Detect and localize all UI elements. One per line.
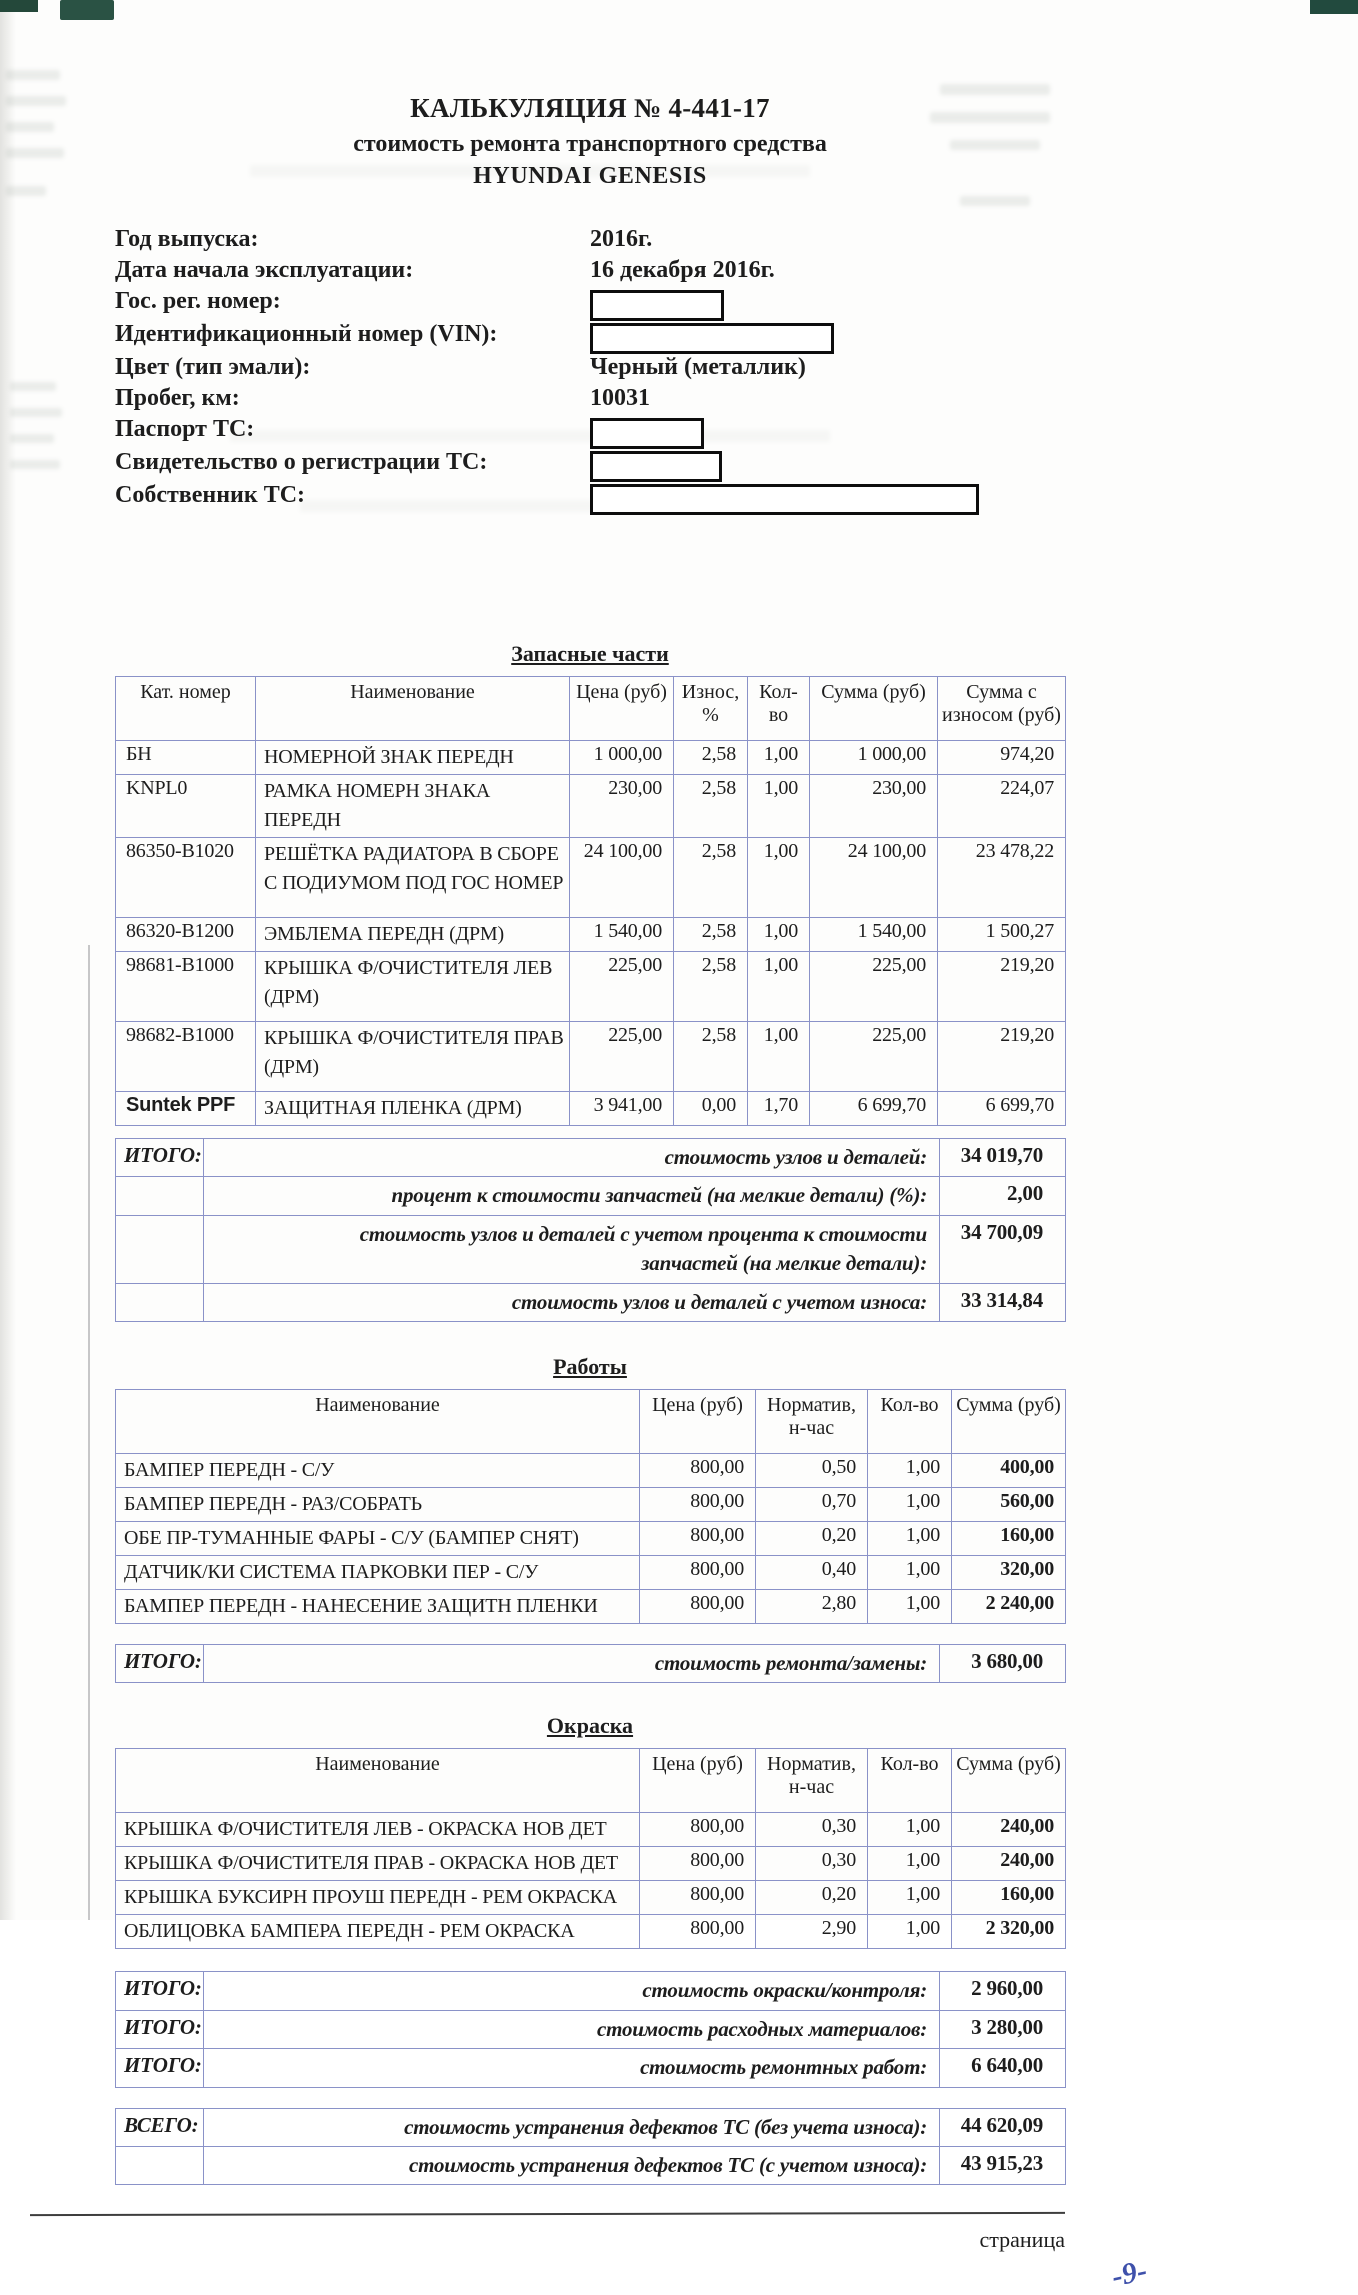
table-cell: 2,90 xyxy=(756,1915,868,1949)
table-cell: стоимость ремонта/замены: xyxy=(204,1644,940,1682)
table-cell: 1,00 xyxy=(868,1521,952,1555)
info-label: Идентификационный номер (VIN): xyxy=(115,321,498,347)
table-cell: РЕШЁТКА РАДИАТОРА В СБОРЕ С ПОДИУМОМ ПОД ГОС НОМЕР xyxy=(256,838,570,918)
table-cell: 800,00 xyxy=(640,1453,756,1487)
info-label: Цвет (тип эмали): xyxy=(115,354,311,380)
table-cell: стоимость устранения дефектов ТС (без учета износа): xyxy=(204,2108,940,2146)
grand-totals-table xyxy=(115,2108,1066,2186)
info-label: Год выпуска: xyxy=(115,226,259,252)
works-totals-table xyxy=(115,1644,1066,1683)
table-cell: 3 680,00 xyxy=(940,1644,1066,1682)
table-cell: 2,80 xyxy=(756,1589,868,1623)
table-cell: 2,58 xyxy=(674,1022,748,1092)
scan-edge-strip xyxy=(0,0,16,1920)
table-cell: БН xyxy=(116,741,256,775)
table-cell: 98681-B1000 xyxy=(116,952,256,1022)
table-cell: 1,70 xyxy=(748,1092,810,1126)
info-label: Пробег, км: xyxy=(115,385,240,411)
col-header-name: Наименование xyxy=(116,1389,640,1453)
col-header-cat-number: Кат. номер xyxy=(116,677,256,741)
table-cell: 24 100,00 xyxy=(570,838,674,918)
table-cell: 1,00 xyxy=(868,1915,952,1949)
col-header-name: Наименование xyxy=(256,677,570,741)
table-cell: ДАТЧИК/КИ СИСТЕМА ПАРКОВКИ ПЕР - С/У xyxy=(116,1555,640,1589)
table-cell: стоимость устранения дефектов ТС (с учетом износа): xyxy=(204,2146,940,2184)
table-cell: 800,00 xyxy=(640,1487,756,1521)
col-header-qty: Кол-во xyxy=(868,1389,952,1453)
footer-divider-line xyxy=(30,2212,1065,2216)
table-cell: стоимость расходных материалов: xyxy=(204,2010,940,2048)
table-cell: KNPL0 xyxy=(116,775,256,838)
table-cell: 800,00 xyxy=(640,1555,756,1589)
table-row xyxy=(116,1644,1066,1682)
table-cell: 230,00 xyxy=(570,775,674,838)
table-cell: 1,00 xyxy=(868,1555,952,1589)
table-cell: 3 941,00 xyxy=(570,1092,674,1126)
col-header-price: Цена (руб) xyxy=(570,677,674,741)
info-row xyxy=(115,226,1065,257)
table-cell: 34 019,70 xyxy=(940,1139,1066,1177)
table-cell: 6 699,70 xyxy=(938,1092,1066,1126)
table-cell: КРЫШКА Ф/ОЧИСТИТЕЛЯ ПРАВ - ОКРАСКА НОВ ДЕТ xyxy=(116,1847,640,1881)
table-cell: 0,30 xyxy=(756,1813,868,1847)
info-row xyxy=(115,288,1065,321)
painting-header-row xyxy=(116,1749,1066,1813)
table-cell: 23 478,22 xyxy=(938,838,1066,918)
col-header-norm-hours: Норматив, н-час xyxy=(756,1389,868,1453)
table-cell: КРЫШКА Ф/ОЧИСТИТЕЛЯ ЛЕВ (ДРМ) xyxy=(256,952,570,1022)
table-cell: ВСЕГО: xyxy=(116,2108,204,2146)
table-cell: 240,00 xyxy=(952,1847,1066,1881)
table-cell: КРЫШКА БУКСИРН ПРОУШ ПЕРЕДН - РЕМ ОКРАСКА xyxy=(116,1881,640,1915)
scan-bleedthrough xyxy=(6,70,60,80)
info-label: Гос. рег. номер: xyxy=(115,288,281,314)
document-title: КАЛЬКУЛЯЦИЯ № 4-441-17 xyxy=(410,93,770,123)
table-row xyxy=(116,838,1066,918)
info-label: Дата начала эксплуатации: xyxy=(115,257,414,283)
works-header-row xyxy=(116,1389,1066,1453)
scan-corner-mark xyxy=(60,0,114,20)
table-cell xyxy=(116,1215,204,1283)
table-row xyxy=(116,1881,1066,1915)
table-row xyxy=(116,775,1066,838)
table-cell: 2,58 xyxy=(674,741,748,775)
table-cell: 1,00 xyxy=(868,1453,952,1487)
scan-corner-mark xyxy=(0,0,38,12)
info-row xyxy=(115,385,1065,416)
table-cell: 1,00 xyxy=(748,775,810,838)
col-header-qty: Кол-во xyxy=(748,677,810,741)
col-header-sum: Сумма (руб) xyxy=(952,1389,1066,1453)
table-row xyxy=(116,918,1066,952)
col-header-sum-with-wear: Сумма с износом (руб) xyxy=(938,677,1066,741)
handwritten-page-number: -9- xyxy=(1108,2254,1150,2294)
painting-section-heading: Окраска xyxy=(546,1713,634,1739)
table-row xyxy=(116,1283,1066,1321)
table-cell: 2,58 xyxy=(674,918,748,952)
table-cell: 1,00 xyxy=(868,1881,952,1915)
table-cell: 160,00 xyxy=(952,1521,1066,1555)
table-cell: 1,00 xyxy=(748,918,810,952)
table-cell: 1 500,27 xyxy=(938,918,1066,952)
table-cell: 1,00 xyxy=(748,741,810,775)
table-cell: 219,20 xyxy=(938,952,1066,1022)
table-cell: 34 700,09 xyxy=(940,1215,1066,1283)
table-cell: БАМПЕР ПЕРЕДН - НАНЕСЕНИЕ ЗАЩИТН ПЛЕНКИ xyxy=(116,1589,640,1623)
scan-bleedthrough xyxy=(6,186,46,196)
table-row xyxy=(116,1453,1066,1487)
table-row xyxy=(116,952,1066,1022)
table-row xyxy=(116,2010,1066,2048)
table-row xyxy=(116,1487,1066,1521)
table-cell: НОМЕРНОЙ ЗНАК ПЕРЕДН xyxy=(256,741,570,775)
table-cell: 98682-B1000 xyxy=(116,1022,256,1092)
parts-table xyxy=(115,676,1066,1126)
table-cell: 2,58 xyxy=(674,775,748,838)
info-label: Паспорт ТС: xyxy=(115,416,255,442)
table-cell: 0,50 xyxy=(756,1453,868,1487)
table-row xyxy=(116,2146,1066,2184)
table-cell: 33 314,84 xyxy=(940,1283,1066,1321)
table-cell: 400,00 xyxy=(952,1453,1066,1487)
scan-bleedthrough xyxy=(6,122,54,132)
info-row xyxy=(115,354,1065,385)
table-cell: ИТОГО: xyxy=(116,1139,204,1177)
table-cell: 0,00 xyxy=(674,1092,748,1126)
table-cell: 2,58 xyxy=(674,952,748,1022)
table-cell: 1 540,00 xyxy=(570,918,674,952)
table-cell: ИТОГО: xyxy=(116,1972,204,2010)
table-cell: 1 540,00 xyxy=(810,918,938,952)
vehicle-name: HYUNDAI GENESIS xyxy=(473,163,707,189)
redacted-value-box xyxy=(590,323,834,354)
col-header-qty: Кол-во xyxy=(868,1749,952,1813)
table-cell: 560,00 xyxy=(952,1487,1066,1521)
table-cell: КРЫШКА Ф/ОЧИСТИТЕЛЯ ПРАВ (ДРМ) xyxy=(256,1022,570,1092)
info-row xyxy=(115,257,1065,288)
col-header-name: Наименование xyxy=(116,1749,640,1813)
table-cell: 2 240,00 xyxy=(952,1589,1066,1623)
table-cell xyxy=(116,1177,204,1215)
table-cell: 219,20 xyxy=(938,1022,1066,1092)
table-cell: 1,00 xyxy=(868,1589,952,1623)
redacted-value-box xyxy=(590,451,722,482)
document-content xyxy=(115,0,1150,2294)
table-cell: БАМПЕР ПЕРЕДН - РАЗ/СОБРАТЬ xyxy=(116,1487,640,1521)
table-cell: ЗАЩИТНАЯ ПЛЕНКА (ДРМ) xyxy=(256,1092,570,1126)
table-cell: 800,00 xyxy=(640,1915,756,1949)
works-table xyxy=(115,1389,1066,1624)
parts-header-row xyxy=(116,677,1066,741)
table-cell: ИТОГО: xyxy=(116,1644,204,1682)
info-value: 2016г. xyxy=(590,226,653,252)
scan-bleedthrough xyxy=(10,408,62,417)
table-cell: стоимость узлов и деталей с учетом износа: xyxy=(204,1283,940,1321)
col-header-sum: Сумма (руб) xyxy=(810,677,938,741)
table-cell xyxy=(116,2146,204,2184)
table-cell: ИТОГО: xyxy=(116,2049,204,2087)
table-cell: процент к стоимости запчастей (на мелкие детали) (%): xyxy=(204,1177,940,1215)
table-row xyxy=(116,1555,1066,1589)
table-cell: 86320-B1200 xyxy=(116,918,256,952)
table-row xyxy=(116,1022,1066,1092)
table-cell: 1,00 xyxy=(868,1813,952,1847)
table-cell: 2 320,00 xyxy=(952,1915,1066,1949)
table-cell: 160,00 xyxy=(952,1881,1066,1915)
table-row xyxy=(116,1092,1066,1126)
table-cell: 24 100,00 xyxy=(810,838,938,918)
info-row xyxy=(115,416,1065,449)
table-cell: 225,00 xyxy=(810,1022,938,1092)
table-cell: 2,00 xyxy=(940,1177,1066,1215)
table-cell: РАМКА НОМЕРН ЗНАКА ПЕРЕДН xyxy=(256,775,570,838)
col-header-norm-hours: Норматив, н-час xyxy=(756,1749,868,1813)
table-row xyxy=(116,1589,1066,1623)
table-cell: 800,00 xyxy=(640,1881,756,1915)
col-header-price: Цена (руб) xyxy=(640,1749,756,1813)
info-label: Свидетельство о регистрации ТС: xyxy=(115,449,488,475)
col-header-sum: Сумма (руб) xyxy=(952,1749,1066,1813)
table-cell: 225,00 xyxy=(570,952,674,1022)
table-cell: 800,00 xyxy=(640,1521,756,1555)
table-cell: 224,07 xyxy=(938,775,1066,838)
table-cell: 86350-B1020 xyxy=(116,838,256,918)
table-cell: 800,00 xyxy=(640,1813,756,1847)
page-footer xyxy=(115,2213,1150,2294)
table-cell: 44 620,09 xyxy=(940,2108,1066,2146)
table-cell: 800,00 xyxy=(640,1589,756,1623)
document-subtitle: стоимость ремонта транспортного средства xyxy=(353,131,827,157)
table-cell: 225,00 xyxy=(810,952,938,1022)
parts-section-heading: Запасные части xyxy=(511,641,669,666)
table-cell: стоимость узлов и деталей: xyxy=(204,1139,940,1177)
table-row xyxy=(116,1972,1066,2010)
table-row xyxy=(116,1813,1066,1847)
table-cell xyxy=(116,1283,204,1321)
table-row xyxy=(116,1139,1066,1177)
table-cell: 2,58 xyxy=(674,838,748,918)
table-cell: БАМПЕР ПЕРЕДН - С/У xyxy=(116,1453,640,1487)
table-cell: 2 960,00 xyxy=(940,1972,1066,2010)
document-header xyxy=(115,93,1065,190)
summary-totals-table xyxy=(115,1971,1066,2087)
info-value: Черный (металлик) xyxy=(590,354,806,380)
parts-totals-table xyxy=(115,1138,1066,1322)
table-cell: 1 000,00 xyxy=(570,741,674,775)
table-cell: ОБЕ ПР-ТУМАННЫЕ ФАРЫ - С/У (БАМПЕР СНЯТ) xyxy=(116,1521,640,1555)
table-cell: 1 000,00 xyxy=(810,741,938,775)
scan-binding-line xyxy=(88,945,90,1920)
table-row xyxy=(116,2108,1066,2146)
scan-bleedthrough xyxy=(10,382,56,391)
table-cell: 6 699,70 xyxy=(810,1092,938,1126)
table-cell: 1,00 xyxy=(748,952,810,1022)
table-cell: 0,70 xyxy=(756,1487,868,1521)
table-cell: 225,00 xyxy=(570,1022,674,1092)
table-cell: 3 280,00 xyxy=(940,2010,1066,2048)
scan-bleedthrough xyxy=(10,434,54,443)
info-row xyxy=(115,449,1065,482)
info-value: 16 декабря 2016г. xyxy=(590,257,775,283)
table-cell: 0,20 xyxy=(756,1881,868,1915)
table-cell: 800,00 xyxy=(640,1847,756,1881)
table-cell: 1,00 xyxy=(868,1847,952,1881)
table-cell: 43 915,23 xyxy=(940,2146,1066,2184)
table-cell: 320,00 xyxy=(952,1555,1066,1589)
table-cell: 230,00 xyxy=(810,775,938,838)
info-label: Собственник ТС: xyxy=(115,482,306,508)
table-cell: 974,20 xyxy=(938,741,1066,775)
table-cell: 0,20 xyxy=(756,1521,868,1555)
table-row xyxy=(116,1177,1066,1215)
table-cell: 6 640,00 xyxy=(940,2049,1066,2087)
painting-table xyxy=(115,1748,1066,1949)
info-row xyxy=(115,482,1065,515)
col-header-price: Цена (руб) xyxy=(640,1389,756,1453)
works-section-heading: Работы xyxy=(553,1353,627,1379)
scan-bleedthrough xyxy=(10,460,60,469)
redacted-value-box xyxy=(590,418,704,449)
table-cell: ОБЛИЦОВКА БАМПЕРА ПЕРЕДН - РЕМ ОКРАСКА xyxy=(116,1915,640,1949)
col-header-wear: Износ, % xyxy=(674,677,748,741)
table-cell: стоимость узлов и деталей с учетом процента к стоимости запчастей (на мелкие детали): xyxy=(204,1215,940,1283)
redacted-value-box xyxy=(590,484,979,515)
table-cell: 0,40 xyxy=(756,1555,868,1589)
scan-corner-mark xyxy=(1310,0,1358,14)
info-row xyxy=(115,321,1065,354)
scan-bleedthrough xyxy=(6,96,66,106)
table-row xyxy=(116,1215,1066,1283)
table-cell: Suntek PPF xyxy=(116,1092,256,1126)
vehicle-info-block xyxy=(115,226,1065,515)
table-cell: 1,00 xyxy=(748,838,810,918)
table-cell: 1,00 xyxy=(868,1487,952,1521)
table-row xyxy=(116,2049,1066,2087)
table-row xyxy=(116,1847,1066,1881)
table-cell: 1,00 xyxy=(748,1022,810,1092)
table-row xyxy=(116,1915,1066,1949)
table-cell: КРЫШКА Ф/ОЧИСТИТЕЛЯ ЛЕВ - ОКРАСКА НОВ ДЕТ xyxy=(116,1813,640,1847)
table-cell: 0,30 xyxy=(756,1847,868,1881)
page-word-label: страница xyxy=(979,2227,1065,2253)
table-row xyxy=(116,1521,1066,1555)
table-cell: ЭМБЛЕМА ПЕРЕДН (ДРМ) xyxy=(256,918,570,952)
table-row xyxy=(116,741,1066,775)
table-cell: 240,00 xyxy=(952,1813,1066,1847)
scan-bleedthrough xyxy=(6,148,64,158)
table-cell: ИТОГО: xyxy=(116,2010,204,2048)
redacted-value-box xyxy=(590,290,724,321)
table-cell: стоимость окраски/контроля: xyxy=(204,1972,940,2010)
info-value: 10031 xyxy=(590,385,650,411)
table-cell: стоимость ремонтных работ: xyxy=(204,2049,940,2087)
